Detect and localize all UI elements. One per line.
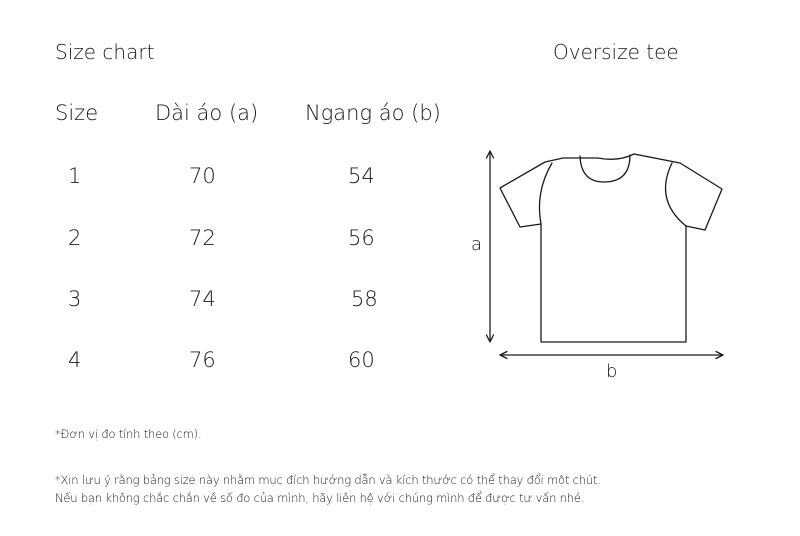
page-title: Size chart [55,40,155,64]
table-row-4-length: 76 [189,348,216,372]
unit-note: *Đơn vị đo tính theo (cm). [55,427,202,441]
disclaimer-line-1: *Xin lưu ý rằng bảng size này nhằm mục đích hướng dẫn và kích thước có thể thay đổi một chút. [55,473,601,487]
header-width: Ngang áo (b) [305,101,441,125]
table-row-2-width: 56 [348,226,375,250]
left-sleeve-seam [539,163,552,224]
table-row-1-width: 54 [348,164,375,188]
table-row-2-length: 72 [189,226,216,250]
table-row-3-width: 58 [351,287,378,311]
table-row-2-size: 2 [68,226,82,250]
tshirt-outline [500,154,722,342]
product-name: Oversize tee [553,40,679,64]
dimension-label-a: a [471,234,483,255]
table-row-3-length: 74 [189,287,216,311]
table-row-3-size: 3 [68,287,82,311]
right-sleeve-seam [666,163,686,226]
header-size: Size [55,101,99,125]
header-length: Dài áo (a) [155,101,259,125]
dimension-label-b: b [606,361,618,382]
table-row-4-width: 60 [348,348,375,372]
table-row-4-size: 4 [68,348,82,372]
disclaimer-line-2: Nếu bạn không chắc chắn về số đo của mình, hãy liên hệ với chúng mình để được tư vấn nhé. [55,491,585,505]
table-row-1-size: 1 [68,164,82,188]
table-row-1-length: 70 [189,164,216,188]
